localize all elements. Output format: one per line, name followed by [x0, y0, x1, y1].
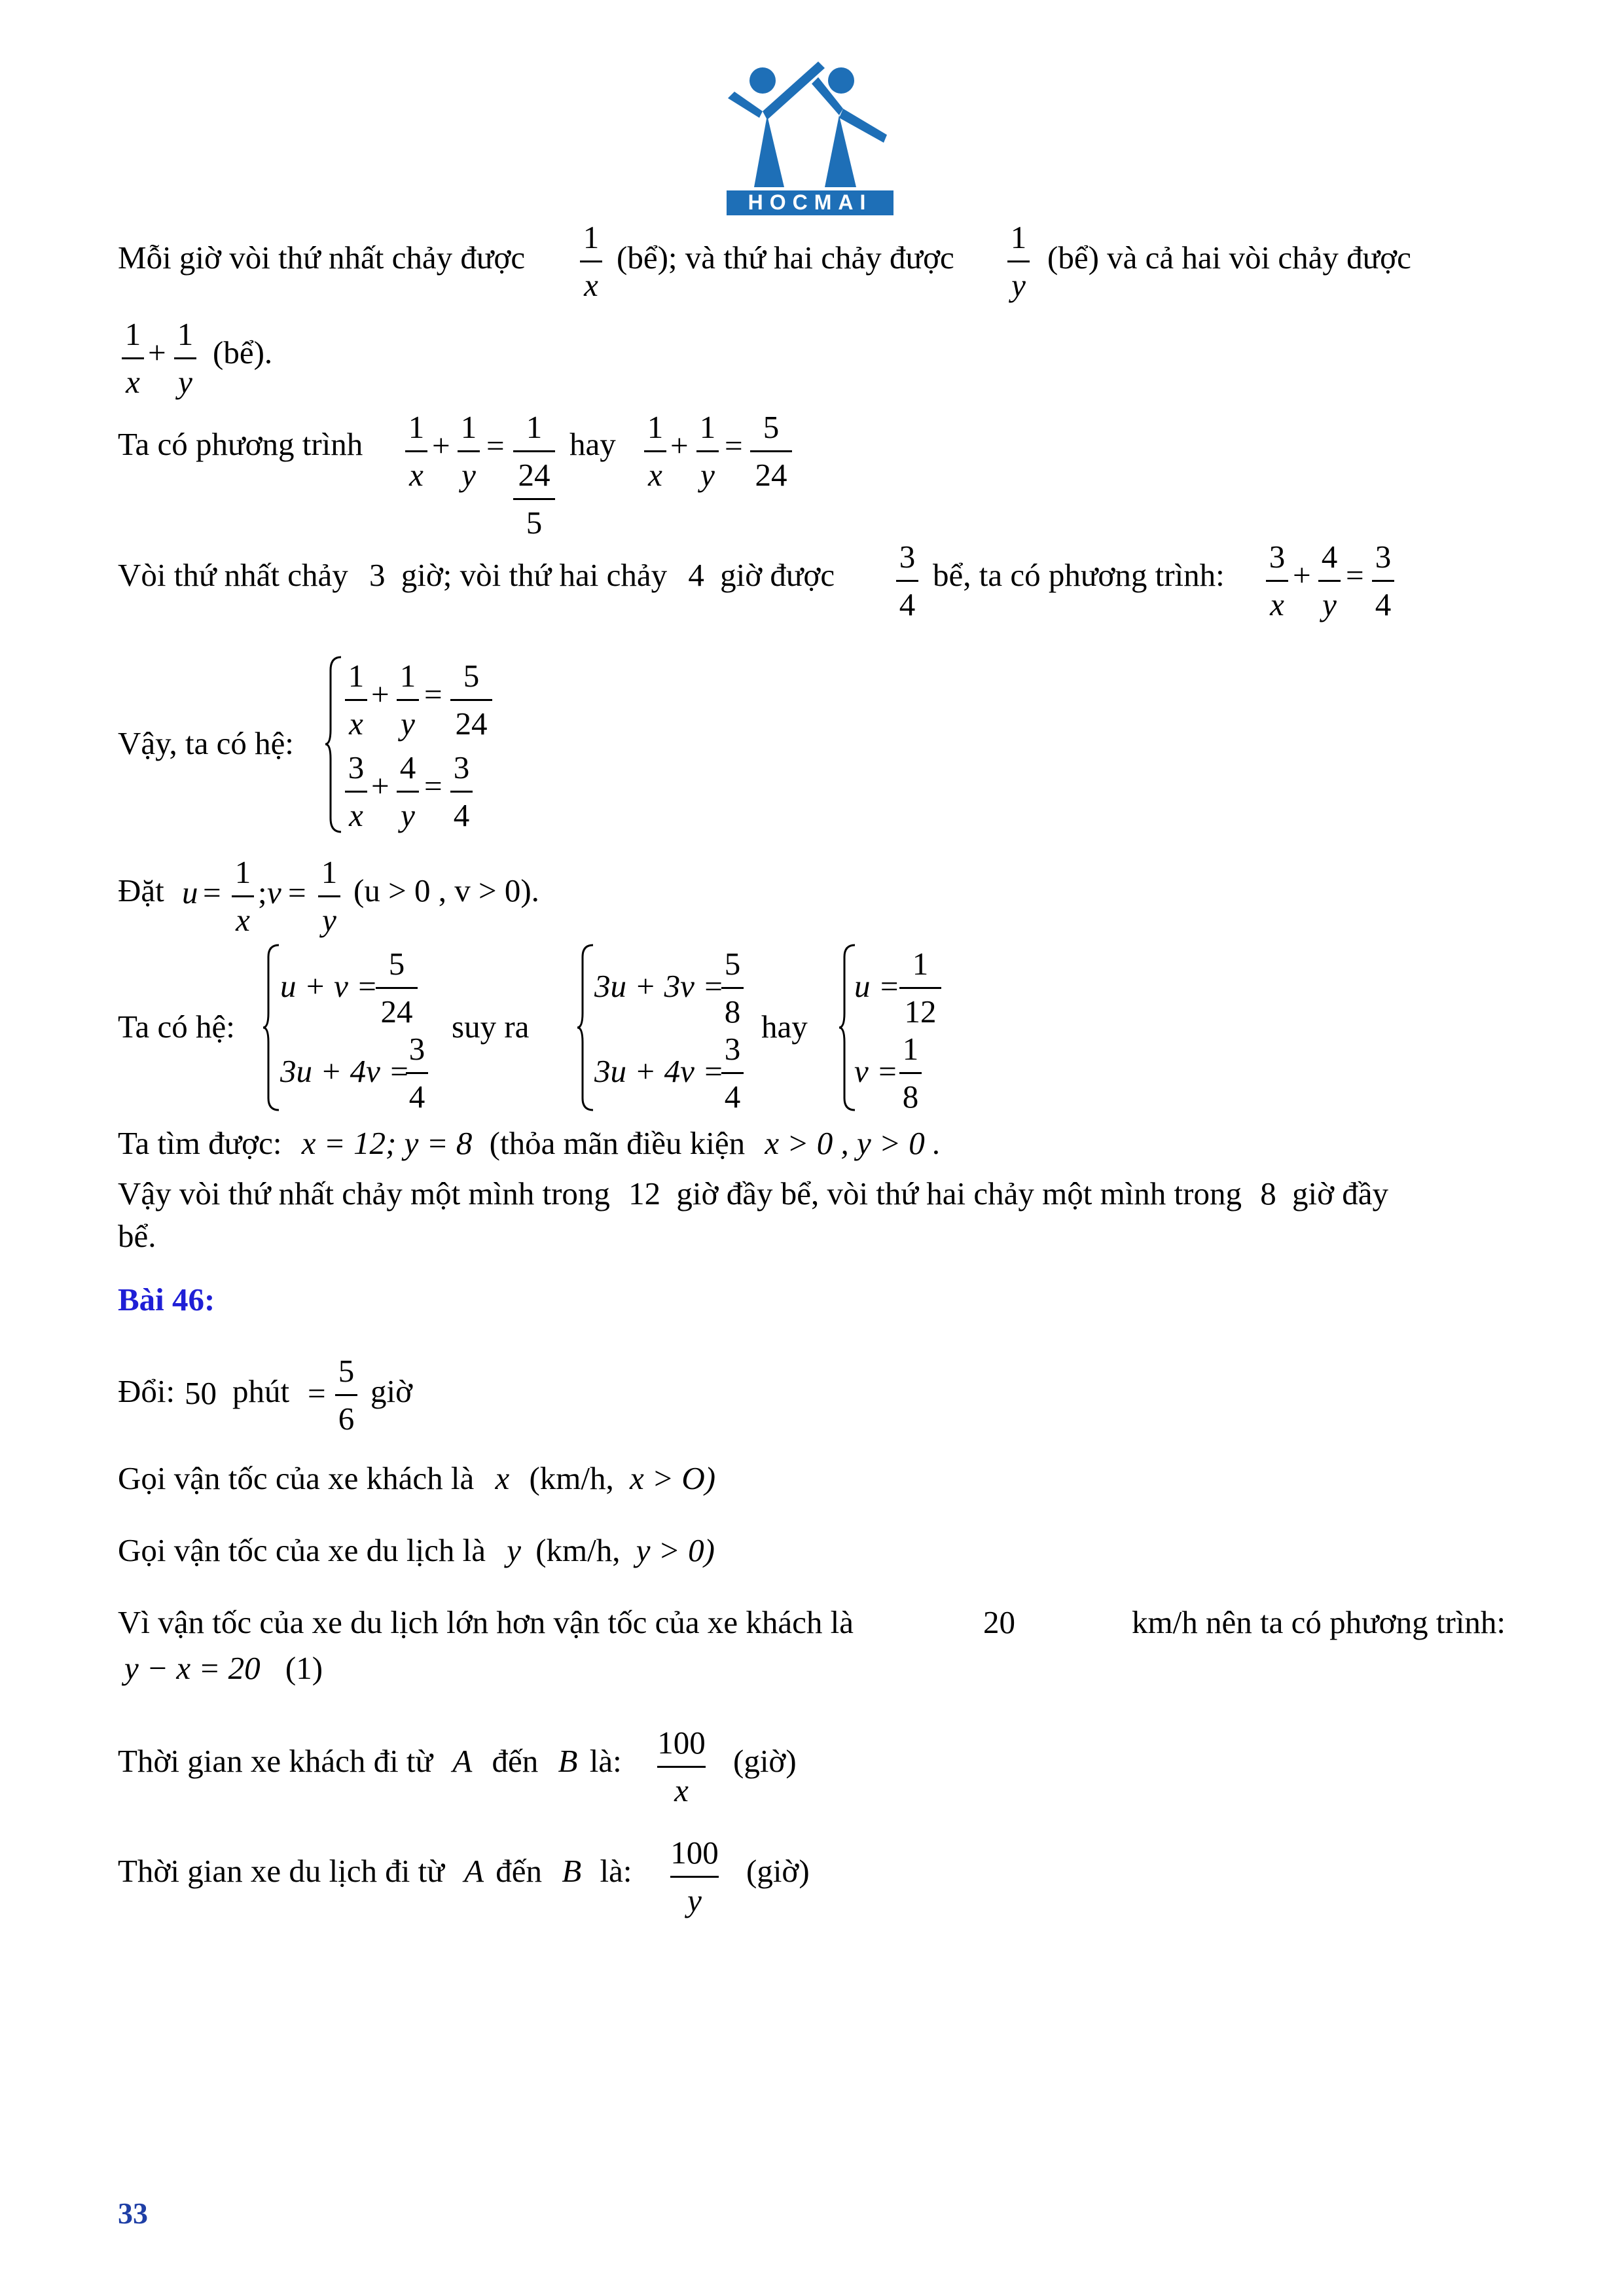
numerator: 1: [348, 658, 365, 694]
numerator: 4: [1321, 539, 1338, 575]
numerator: 5: [763, 409, 780, 445]
numerator: 5: [388, 946, 405, 982]
p13-line2: [124, 1649, 323, 1687]
p14-line: [118, 1742, 622, 1780]
p8-line: [118, 1124, 941, 1162]
p15-line: [118, 1852, 632, 1890]
p11-text-b: (km/h,: [529, 1460, 614, 1496]
p6-text: Đặt: [118, 872, 164, 908]
denominator: y: [461, 457, 476, 493]
sys3-row1-lhs: 3u + 3v =: [594, 968, 725, 1004]
fraction-3-over-4: [719, 1028, 746, 1119]
p1-text-c: (bể) và cả hai vòi chảy được: [1047, 240, 1411, 276]
denominator: 4: [899, 586, 916, 622]
sys1-fraction-5-over-24: [448, 655, 495, 745]
sys4-row1-lhs: u =: [854, 968, 900, 1004]
equals-sign: =: [424, 676, 442, 712]
denominator: y: [322, 902, 336, 938]
p9-text-a: Vậy vòi thứ nhất chảy một mình trong: [118, 1175, 610, 1211]
equals-sign: =: [1346, 557, 1364, 593]
point-a: A: [452, 1743, 473, 1779]
p5-text: Vậy, ta có hệ:: [118, 725, 294, 761]
p12-text-b: (km/h,: [535, 1532, 621, 1568]
value-12: 12: [628, 1175, 661, 1211]
numerator: 3: [899, 539, 916, 575]
condition: (u > 0 , v > 0).: [353, 872, 539, 908]
hay-text: hay: [569, 426, 616, 462]
exercise-title: Bài 46:: [118, 1282, 215, 1318]
sys2-row2-lhs: 3u + 4v =: [280, 1053, 410, 1089]
inner-denominator: 5: [526, 505, 543, 541]
plus-sign: +: [1293, 557, 1311, 593]
fraction-1-over-y: [694, 406, 721, 497]
denominator: y: [700, 457, 715, 493]
sys1-fraction-1-over-x: [342, 655, 370, 745]
denominator: 4: [453, 797, 470, 833]
fraction-1-over-8: [897, 1028, 924, 1119]
denominator: x: [236, 902, 250, 938]
semicolon: ;: [258, 874, 267, 910]
numerator: 3: [408, 1031, 425, 1067]
p12-condition: y > 0): [636, 1532, 715, 1568]
p8-text-c: (thỏa mãn điều kiện: [489, 1125, 746, 1161]
fraction-5-over-6: [333, 1350, 360, 1441]
plus-sign: +: [432, 427, 450, 463]
point-a: A: [464, 1853, 484, 1889]
fraction-1-over-12: [897, 942, 944, 1033]
value-8: 8: [1260, 1175, 1276, 1211]
p11-condition: x > O): [630, 1460, 716, 1496]
p14-text-b: đến: [492, 1743, 539, 1779]
fraction-1-over-x: [119, 313, 147, 404]
fraction-1-over-y: [1005, 216, 1032, 307]
p12-line: [118, 1532, 715, 1569]
sys1-fraction-3-over-x: [342, 746, 370, 837]
p13-text-c: km/h nên ta có phương trình:: [1132, 1604, 1506, 1640]
p9-text-b: giờ đầy bể, vòi thứ hai chảy một mình trong: [676, 1175, 1242, 1211]
p1-text-a: Mỗi giờ vòi thứ nhất chảy được: [118, 240, 526, 276]
plus-sign: +: [148, 334, 166, 370]
value-3: 3: [369, 557, 386, 593]
p10-text-a: Đổi:: [118, 1373, 175, 1409]
inner-numerator: 24: [518, 457, 550, 493]
p9-text-d: bể.: [118, 1218, 156, 1254]
p14-text-a: Thời gian xe khách đi từ: [118, 1743, 433, 1779]
point-b: B: [558, 1743, 578, 1779]
numerator: 5: [463, 658, 480, 694]
p15-text-d: (giờ): [746, 1853, 810, 1889]
p8-solution: x = 12; y = 8: [301, 1125, 473, 1161]
p4-text-c: giờ được: [720, 557, 835, 593]
p8-condition: x > 0 , y > 0 .: [765, 1125, 941, 1161]
numerator: 3: [1375, 539, 1392, 575]
sys1-fraction-3-over-4: [448, 746, 475, 837]
denominator: y: [401, 797, 415, 833]
numerator: 1: [647, 409, 664, 445]
equation-1: y − x = 20: [124, 1650, 261, 1686]
numerator: 3: [348, 749, 365, 785]
p10-text-d: giờ: [370, 1373, 413, 1409]
denominator: 24: [755, 457, 787, 493]
equals-sign: =: [308, 1375, 326, 1411]
p13-line1: [118, 1604, 1506, 1641]
denominator: y: [178, 364, 192, 400]
numerator: 5: [724, 946, 741, 982]
p2-text: (bể).: [213, 334, 273, 370]
numerator: 1: [912, 946, 929, 982]
numerator: 100: [657, 1725, 706, 1761]
fraction-1-over-y: [316, 851, 343, 942]
denominator: 4: [408, 1079, 425, 1115]
fraction-1-over-x: [641, 406, 669, 497]
denominator: 6: [338, 1401, 355, 1437]
p10-text-c: phút: [232, 1373, 290, 1409]
var-u: u: [182, 874, 198, 910]
denominator: 8: [724, 994, 741, 1030]
p8-text-a: Ta tìm được:: [118, 1125, 282, 1161]
fraction-1-over-y: [455, 406, 482, 497]
denominator: x: [349, 706, 363, 742]
fraction-1-over-x: [577, 216, 605, 307]
numerator: 3: [1269, 539, 1286, 575]
p4-text-a: Vòi thứ nhất chảy: [118, 557, 348, 593]
denominator: x: [126, 364, 140, 400]
p15-text-b: đến: [496, 1853, 543, 1889]
numerator: 1: [124, 316, 141, 352]
numerator: 1: [699, 409, 716, 445]
numerator: 1: [234, 854, 251, 890]
p1-text-b: (bể); và thứ hai chảy được: [617, 240, 954, 276]
p15-text-c: là:: [600, 1853, 632, 1889]
left-brace: [324, 655, 344, 834]
equals-sign: =: [424, 768, 442, 804]
value-20: 20: [983, 1604, 1016, 1640]
numerator: 1: [902, 1031, 919, 1067]
denominator: 12: [904, 994, 937, 1030]
p7-text: Ta có hệ:: [118, 1009, 235, 1045]
fraction-100-over-x: [655, 1721, 708, 1812]
denominator: 4: [724, 1079, 741, 1115]
p14-text-c: là:: [589, 1743, 622, 1779]
equals-sign: =: [288, 874, 306, 910]
numerator: 1: [526, 409, 543, 445]
equals-sign: =: [725, 427, 743, 463]
sys3-row2-lhs: 3u + 4v =: [594, 1053, 725, 1089]
denominator: 24: [380, 994, 413, 1030]
fraction-1-over-y: [171, 313, 199, 404]
value-4: 4: [688, 557, 704, 593]
denominator: y: [1011, 267, 1026, 303]
numerator: 5: [338, 1353, 355, 1389]
sys1-fraction-4-over-y: [394, 746, 422, 837]
page-number: 33: [118, 2197, 148, 2230]
fraction-4-over-y: [1316, 535, 1343, 626]
numerator: 1: [408, 409, 425, 445]
p4-text-b: giờ; vòi thứ hai chảy: [401, 557, 668, 593]
logo-text: HOCMAI: [748, 190, 873, 214]
sys2-row1-lhs: u + v =: [280, 968, 378, 1004]
denominator: x: [1270, 586, 1284, 622]
p12-text-a: Gọi vận tốc của xe du lịch là: [118, 1532, 486, 1568]
numerator: 3: [724, 1031, 741, 1067]
fraction-5-over-24: [373, 942, 420, 1033]
numerator: 1: [177, 316, 194, 352]
fraction-5-over-24: [748, 406, 795, 497]
value-50: 50: [185, 1375, 217, 1411]
denominator: y: [401, 706, 415, 742]
compound-fraction: [511, 406, 558, 545]
p13-text-a: Vì vận tốc của xe du lịch lớn hơn vận tốc của xe khách là: [118, 1604, 854, 1640]
suy-ra-text: suy ra: [452, 1009, 530, 1045]
numerator: 3: [453, 749, 470, 785]
equation-label: (1): [285, 1650, 323, 1686]
p11-line: [118, 1460, 715, 1497]
sys1-fraction-1-over-y: [394, 655, 422, 745]
denominator: y: [1322, 586, 1337, 622]
equals-sign: =: [486, 427, 505, 463]
p11-text-a: Gọi vận tốc của xe khách là: [118, 1460, 475, 1496]
hocmai-logo: [727, 58, 897, 218]
numerator: 1: [460, 409, 477, 445]
denominator: 24: [455, 706, 488, 742]
numerator: 4: [399, 749, 416, 785]
fraction-3-over-4: [893, 535, 921, 626]
fraction-3-over-4: [1369, 535, 1397, 626]
denominator: 8: [902, 1079, 919, 1115]
var-x: x: [495, 1460, 510, 1496]
plus-sign: +: [371, 768, 389, 804]
denominator: x: [584, 267, 598, 303]
fraction-3-over-4: [403, 1028, 431, 1119]
fraction-100-over-y: [668, 1831, 721, 1922]
p9-line1: [118, 1175, 1388, 1212]
numerator: 1: [321, 854, 338, 890]
p9-text-c: giờ đầy: [1291, 1175, 1389, 1211]
numerator: 1: [399, 658, 416, 694]
p15-text-a: Thời gian xe du lịch đi từ: [118, 1853, 444, 1889]
point-b: B: [562, 1853, 582, 1889]
var-v: v: [267, 874, 281, 910]
left-brace: [576, 942, 596, 1113]
fraction-1-over-x: [229, 851, 257, 942]
fraction-5-over-8: [719, 942, 746, 1033]
numerator: 1: [1010, 219, 1027, 255]
denominator: x: [349, 797, 363, 833]
left-brace: [262, 942, 281, 1113]
p4-text-d: bể, ta có phương trình:: [933, 557, 1225, 593]
equals-sign: =: [203, 874, 221, 910]
hay-text: hay: [761, 1009, 808, 1045]
plus-sign: +: [371, 676, 389, 712]
p14-text-d: (giờ): [733, 1743, 797, 1779]
denominator: 4: [1375, 586, 1392, 622]
fraction-3-over-x: [1263, 535, 1291, 626]
numerator: 100: [670, 1835, 719, 1871]
fraction-1-over-x: [403, 406, 430, 497]
p4-line: [118, 556, 835, 594]
plus-sign: +: [670, 427, 689, 463]
denominator: x: [648, 457, 662, 493]
p3-text-a: Ta có phương trình: [118, 426, 363, 462]
denominator: x: [674, 1772, 689, 1808]
numerator: 1: [583, 219, 600, 255]
var-y: y: [507, 1532, 521, 1568]
denominator: y: [687, 1882, 702, 1918]
sys4-row2-lhs: v =: [854, 1053, 899, 1089]
denominator: x: [409, 457, 424, 493]
